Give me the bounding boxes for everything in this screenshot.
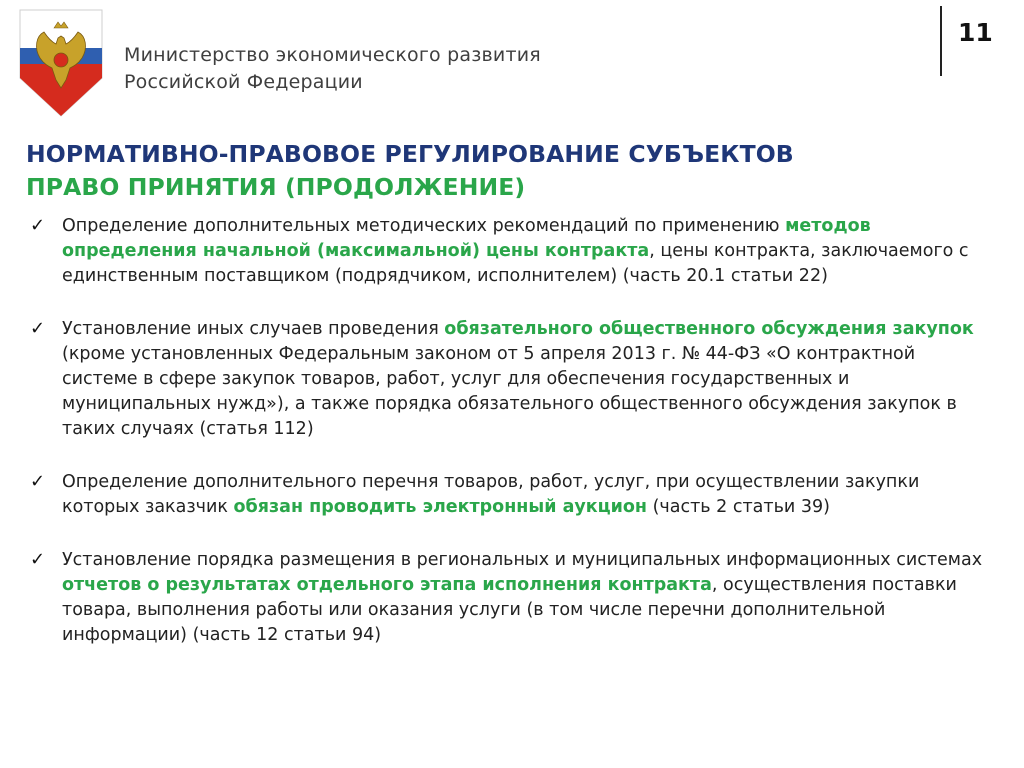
item-text-plain: Установление порядка размещения в региональных и муниципальных информационных системах — [62, 550, 983, 570]
ministry-name-line1: Министерство экономического развития — [124, 44, 541, 66]
item-text-plain: , осуществления поставки товара, выполнения работы или оказания услуги (в том числе перечни дополнительной информации) (часть 12 статьи 94) — [62, 575, 957, 645]
checkmark-icon: ✓ — [30, 471, 46, 492]
bullet-list — [26, 214, 986, 676]
page-number: 11 — [958, 18, 993, 47]
list-item-text — [62, 317, 986, 442]
item-text-highlight: методов определения начальной (максимальной) цены контракта — [62, 216, 871, 261]
item-text-plain: (часть 2 статьи 39) — [647, 497, 830, 517]
header-divider — [940, 6, 942, 76]
list-item — [26, 470, 986, 520]
ministry-name-line2: Российской Федерации — [124, 71, 363, 93]
item-text-plain: , цены контракта, заключаемого с единственным поставщиком (подрядчиком, исполнителем) (часть 20.1 статьи 22) — [62, 241, 969, 286]
checkmark-icon: ✓ — [30, 318, 46, 339]
list-item — [26, 548, 986, 648]
item-text-plain: Установление иных случаев проведения — [62, 319, 445, 339]
slide-title-line1: НОРМАТИВНО-ПРАВОВОЕ РЕГУЛИРОВАНИЕ СУБЪЕКТОВ — [26, 140, 794, 168]
slide-title — [26, 138, 794, 204]
checkmark-icon: ✓ — [30, 549, 46, 570]
item-text-highlight: обязательного общественного обсуждения закупок — [444, 319, 974, 339]
checkmark-icon: ✓ — [30, 215, 46, 236]
item-text-highlight: отчетов о результатах отдельного этапа исполнения контракта — [62, 575, 712, 595]
slide-title-line2: ПРАВО ПРИНЯТИЯ (ПРОДОЛЖЕНИЕ) — [26, 173, 526, 201]
ministry-name — [124, 42, 541, 96]
list-item-text — [62, 470, 986, 520]
item-text-plain: Определение дополнительных методических рекомендаций по применению — [62, 216, 786, 236]
list-item — [26, 214, 986, 289]
list-item-text — [62, 214, 986, 289]
item-text-highlight: обязан проводить электронный аукцион — [233, 497, 648, 517]
list-item-text — [62, 548, 986, 648]
item-text-plain: Определение дополнительного перечня товаров, работ, услуг, при осуществлении закупки которых заказчик — [62, 472, 920, 517]
ministry-emblem-logo — [18, 8, 104, 120]
list-item — [26, 317, 986, 442]
item-text-plain: (кроме установленных Федеральным законом от 5 апреля 2013 г. № 44-ФЗ «О контрактной системе в сфере закупок товаров, работ, услуг для обеспечения государственных и муниципальных нужд»), а также порядка обязательного общественного обсуждения закупок в таких случаях (статья 112) — [62, 344, 957, 439]
